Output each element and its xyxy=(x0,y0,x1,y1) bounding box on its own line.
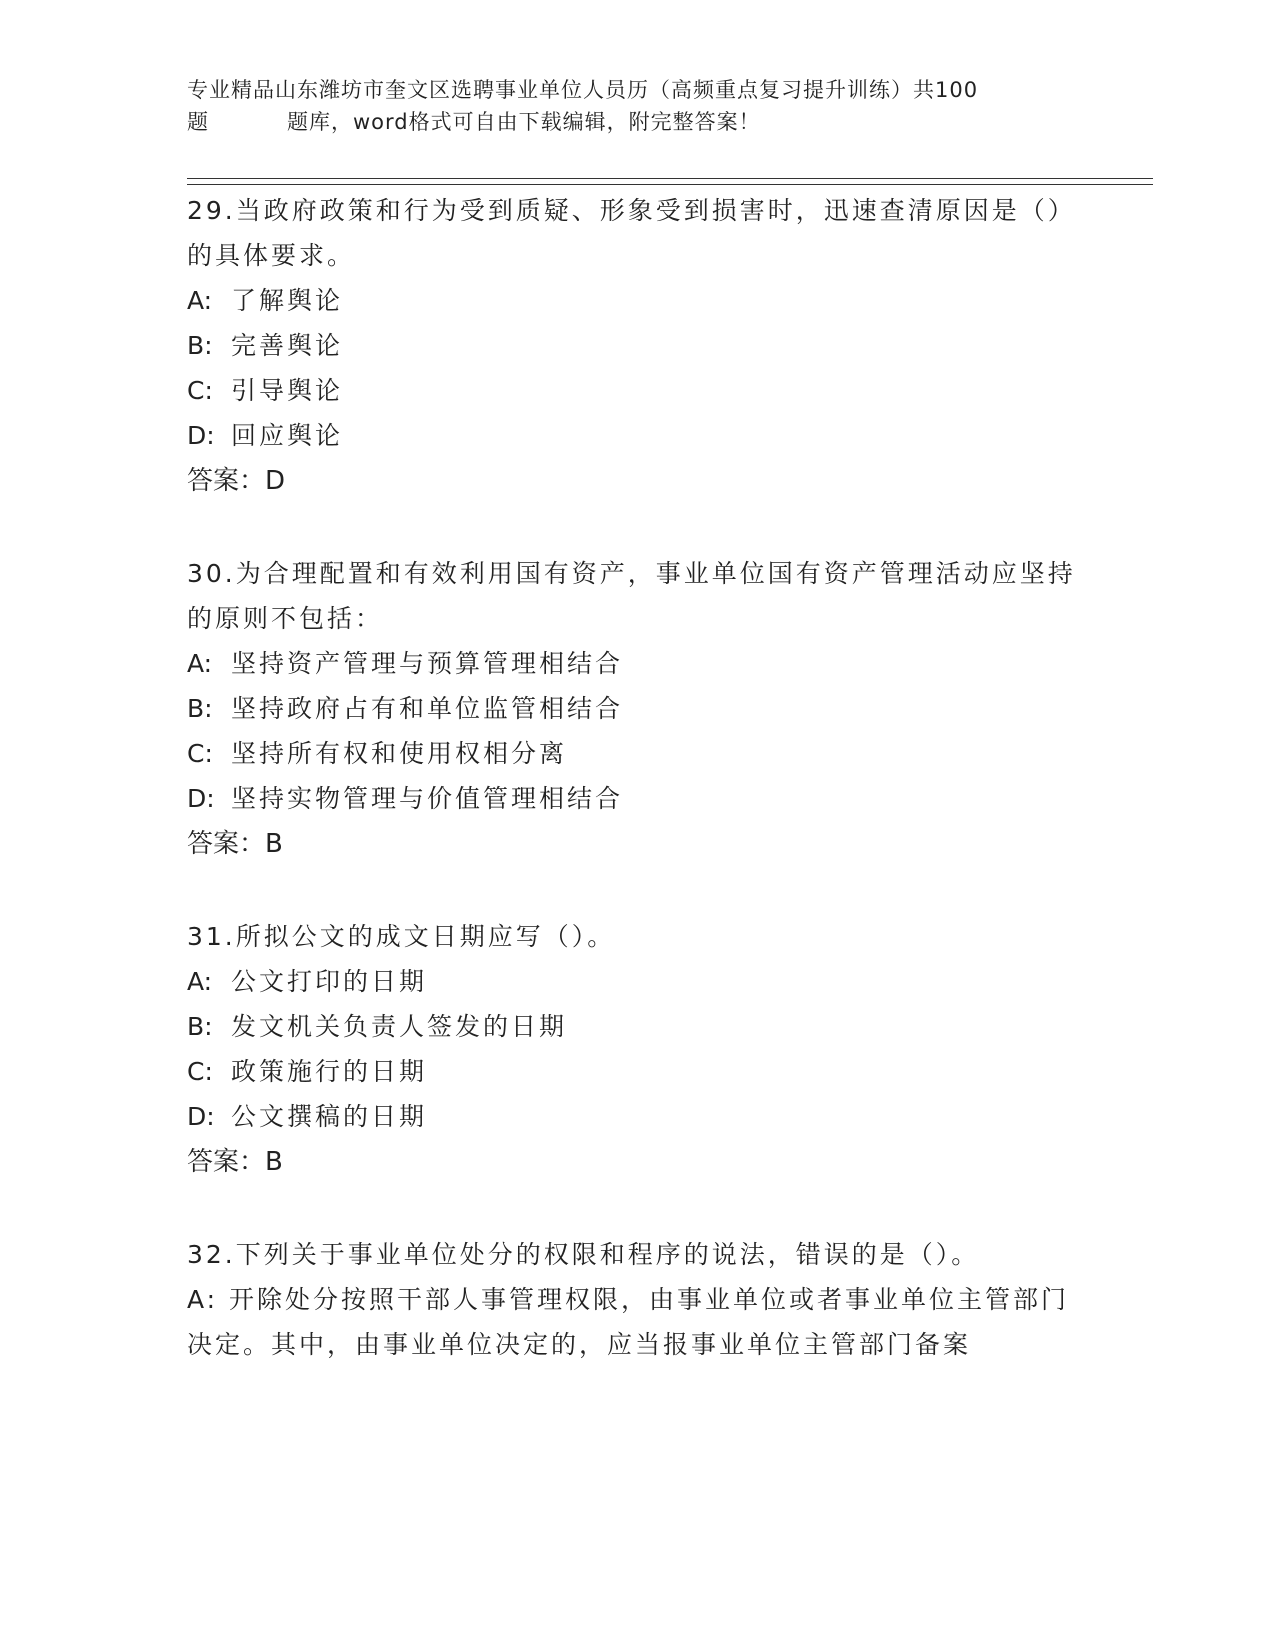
option-text: 坚持实物管理与价值管理相结合 xyxy=(231,784,624,813)
question-text: 31.所拟公文的成文日期应写（）。 xyxy=(187,922,616,951)
option-letter: D: xyxy=(187,784,215,813)
option-text: 了解舆论 xyxy=(231,286,344,315)
option-b xyxy=(187,1004,1087,1049)
option-text: 公文撰稿的日期 xyxy=(231,1102,428,1131)
header-divider-bottom xyxy=(187,184,1153,185)
question-spacer xyxy=(187,1185,1087,1232)
option-letter: A: xyxy=(187,286,213,315)
question-spacer xyxy=(187,504,1087,551)
header-divider-top xyxy=(187,178,1153,179)
option-text: 发文机关负责人签发的日期 xyxy=(231,1012,568,1041)
question-30 xyxy=(187,551,1087,867)
option-a xyxy=(187,641,1087,686)
option-letter: B: xyxy=(187,694,213,723)
option-d xyxy=(187,1094,1087,1139)
option-letter: B: xyxy=(187,1012,213,1041)
header-title-line-1: 专业精品山东潍坊市奎文区选聘事业单位人员历（高频重点复习提升训练）共100 xyxy=(187,78,979,102)
option-c xyxy=(187,1049,1087,1094)
option-d xyxy=(187,413,1087,458)
option-text: 坚持资产管理与预算管理相结合 xyxy=(231,649,624,678)
option-text: 坚持所有权和使用权相分离 xyxy=(231,739,568,768)
page-header xyxy=(187,74,1087,138)
question-29 xyxy=(187,188,1087,504)
answer-line: 答案：B xyxy=(187,829,283,859)
option-text: 回应舆论 xyxy=(231,421,344,450)
question-list xyxy=(187,188,1087,1367)
option-text: 完善舆论 xyxy=(231,331,344,360)
option-b xyxy=(187,686,1087,731)
question-text: 30.为合理配置和有效利用国有资产，事业单位国有资产管理活动应坚持的原则不包括： xyxy=(187,559,1076,633)
answer-line: 答案：B xyxy=(187,1147,283,1177)
header-title-fragment: 题 xyxy=(187,110,209,134)
question-32 xyxy=(187,1232,1087,1367)
question-text: 32.下列关于事业单位处分的权限和程序的说法，错误的是（）。 xyxy=(187,1240,980,1269)
option-d xyxy=(187,776,1087,821)
header-title-line-2 xyxy=(187,106,1087,138)
option-letter: D: xyxy=(187,1102,215,1131)
question-31 xyxy=(187,914,1087,1185)
question-spacer xyxy=(187,867,1087,914)
option-text: 引导舆论 xyxy=(231,376,344,405)
option-c xyxy=(187,368,1087,413)
option-text: 坚持政府占有和单位监管相结合 xyxy=(231,694,624,723)
header-title-fragment: 题库，word格式可自由下载编辑，附完整答案！ xyxy=(287,110,761,134)
option-a xyxy=(187,959,1087,1004)
option-text: 政策施行的日期 xyxy=(231,1057,428,1086)
option-text: 开除处分按照干部人事管理权限，由事业单位或者事业单位主管部门决定。其中，由事业单位决定的，应当报事业单位主管部门备案 xyxy=(187,1285,1070,1359)
option-letter: A: xyxy=(187,649,213,678)
option-letter: A: xyxy=(187,967,213,996)
option-a xyxy=(187,278,1087,323)
option-b xyxy=(187,323,1087,368)
option-letter: D: xyxy=(187,421,215,450)
question-text: 29.当政府政策和行为受到质疑、形象受到损害时，迅速查清原因是（）的具体要求。 xyxy=(187,196,1076,270)
option-letter: B: xyxy=(187,331,213,360)
option-letter: A: xyxy=(187,1285,219,1314)
option-c xyxy=(187,731,1087,776)
answer-line: 答案：D xyxy=(187,466,286,496)
option-a xyxy=(187,1277,1087,1367)
option-letter: C: xyxy=(187,376,213,405)
option-letter: C: xyxy=(187,739,213,768)
option-letter: C: xyxy=(187,1057,213,1086)
option-text: 公文打印的日期 xyxy=(231,967,428,996)
